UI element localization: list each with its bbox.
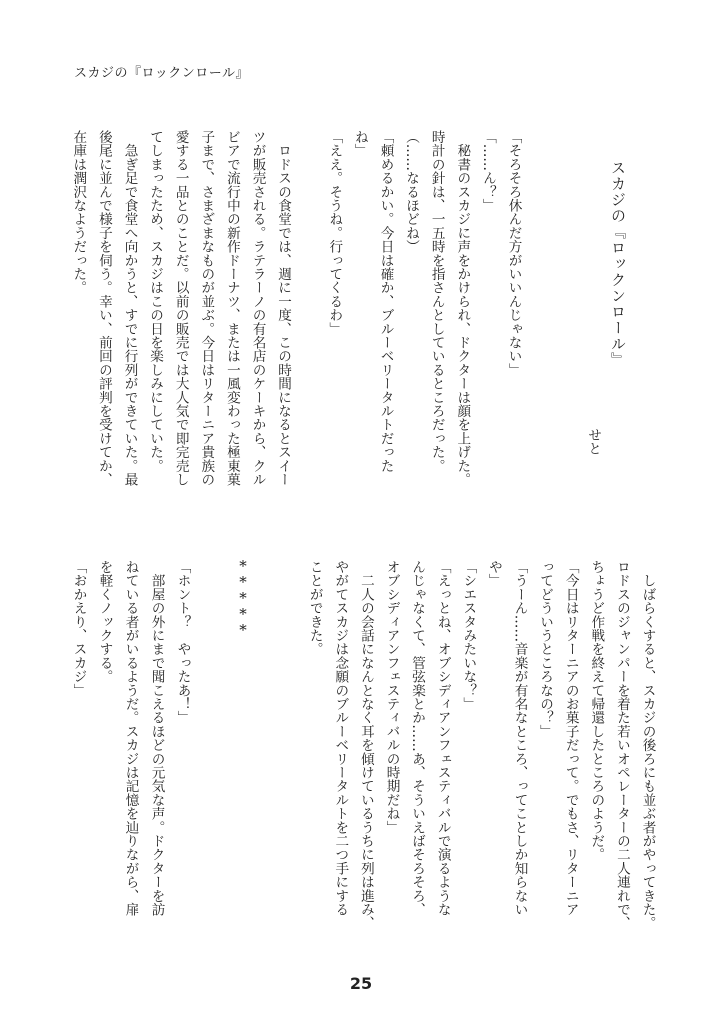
text-line: ってどういうところなの？」 [537,560,554,739]
text-line: 秘書のスカジに声をかけられ、ドクターは顔を上げた。 [454,130,471,487]
text-line: や」 [485,560,502,588]
text-line: 子まで、さまざまなものが並ぶ。今日はリターニア貴族の [198,130,215,487]
text-line: 「そろそろ休んだ方がいいんじゃない」 [505,130,522,377]
text-line: 急ぎ足で食堂へ向かうと、すでに行列ができていた。最 [121,130,138,487]
running-head: スカジの『ロックンロール』 [74,66,249,81]
text-line: ロドスのジャンパーを着た若いオペレーターの二人連れで、 [613,560,630,930]
text-line: ビアで流行中の新作ドーナツ、または一風変わった極東菓 [223,130,240,487]
text-line: ね」 [351,130,368,158]
text-line: 時計の針は、一五時を指さんとしているところだった。 [428,130,445,473]
text-line: ロドスの食堂では、週に一度、この時間になるとスイー [275,130,292,487]
text-line: オブシディアンフェスティバルの時期だね」 [383,560,400,834]
text-line: 「頼めるかい。今日は確か、ブルーベリータルトだった [377,130,394,473]
text-line: （……なるほどね） [403,130,420,254]
text-line: やがてスカジは念願のブルーベリータルトを二つ手にする [332,560,349,917]
text-line: を軽くノックする。 [96,560,113,684]
text-line: 後尾に並んで様子を伺う。幸い、前回の評判を受けてか、 [95,130,112,487]
text-line: ちょうど作戦を終えて帰還したところのようだ。 [588,560,605,862]
text-line: 「シエスタみたいな？」 [460,560,477,711]
author-name: せと [585,428,601,456]
text-line: ことができた。 [306,560,323,656]
text-line: しばらくすると、スカジの後ろにも並ぶ者がやってきた。 [639,560,656,930]
text-line: 在庫は潤沢なようだった。 [70,130,87,295]
story-title: スカジの『ロックンロール』 [609,160,627,368]
text-line: 二人の会話になんとなく耳を傾けているうちに列は進み、 [357,560,374,930]
text-line: 「……ん？」 [479,130,496,213]
text-line: 「ええ。そうね。行ってくるわ」 [326,130,343,336]
text-line: ねている者がいるようだ。スカジは記憶を辿りながら、扉 [122,560,139,917]
text-line: 「おかえり、スカジ」 [70,560,87,697]
text-line: 愛する一品とのことだ。以前の販売では大人気で即完売し [172,130,189,487]
text-line: 「ホント？ やったあ！」 [174,560,191,725]
text-line: 「うーん……音楽が有名なところ、ってことしか知らない [511,560,528,917]
text-line: 「えっとね、オブシディアンフェスティバルで演るような [434,560,451,917]
text-line: 「今日はリターニアのお菓子だって。でもさ、リターニア [562,560,579,917]
text-line: てしまったため、スカジはこの日を楽しみにしていた。 [147,130,164,473]
section-separator: ***** [239,557,247,639]
page-number: 25 [349,974,373,993]
text-line: ツが販売される。ラテラーノの有名店のケーキから、クル [249,130,266,487]
text-line: んじゃなくて、管弦楽とか……あ、そういえばそろそろ、 [409,560,426,917]
text-line: 部屋の外にまで聞こえるほどの元気な声。ドクターを訪 [148,560,165,917]
